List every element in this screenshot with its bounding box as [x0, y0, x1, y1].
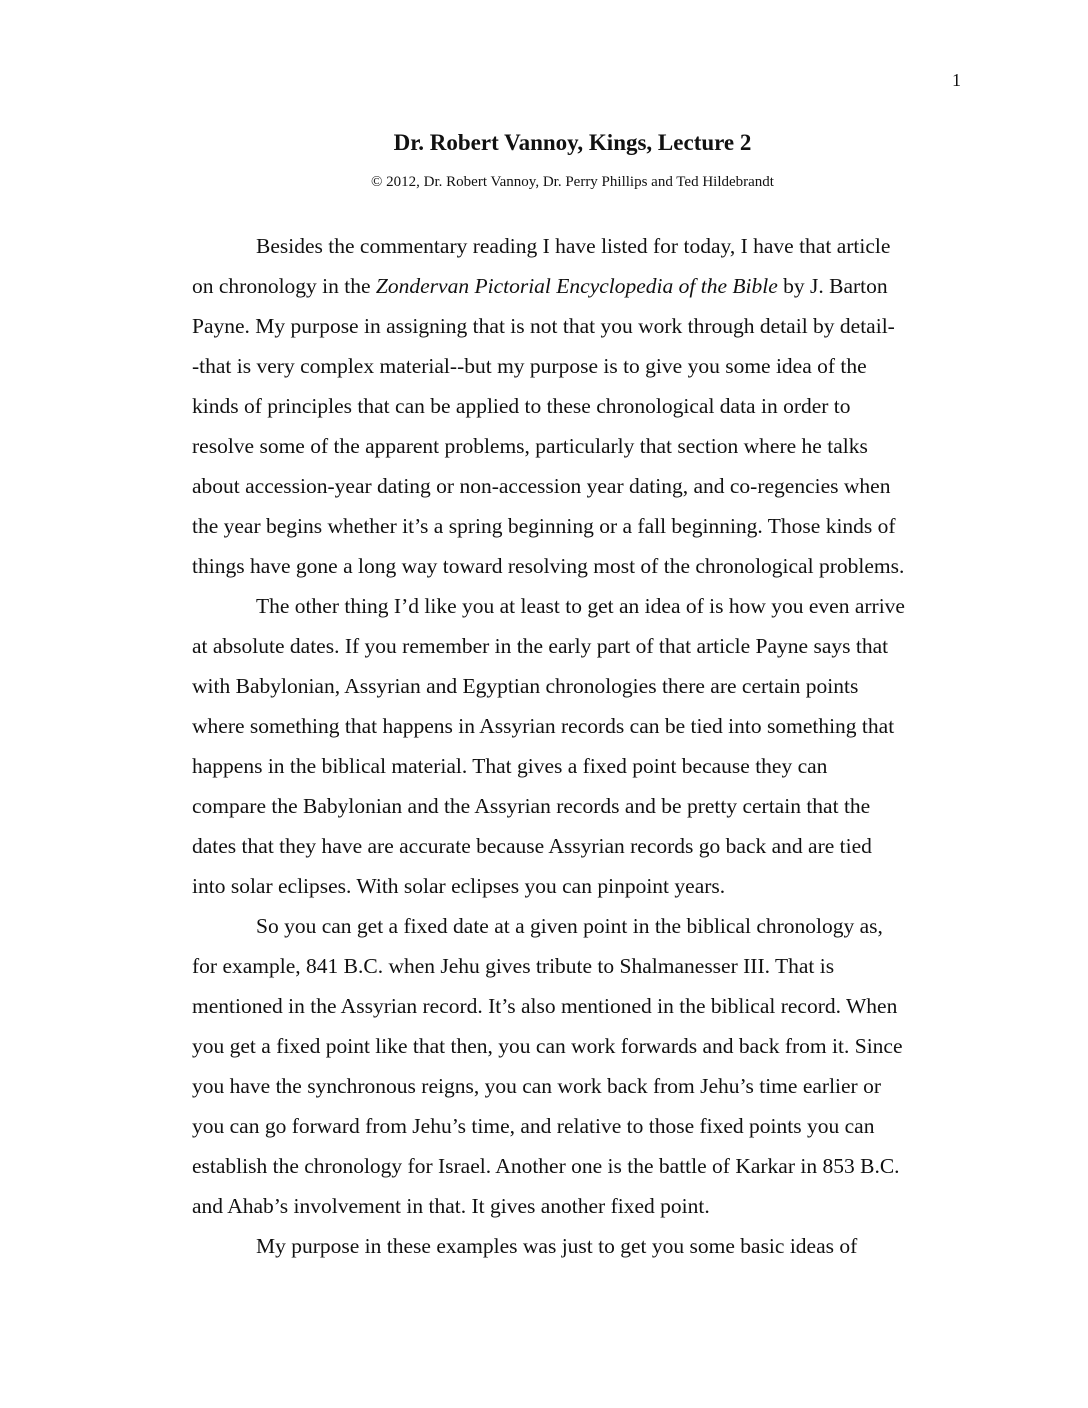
body-line: Besides the commentary reading I have listed for today, I have that article: [256, 234, 891, 258]
document-body: [192, 226, 962, 1266]
page-number: 1: [952, 70, 961, 90]
book-title-italic: Zondervan Pictorial Encyclopedia of the Bible: [375, 274, 778, 298]
copyright-line: © 2012, Dr. Robert Vannoy, Dr. Perry Phillips and Ted Hildebrandt: [371, 174, 774, 190]
body-line: with Babylonian, Assyrian and Egyptian chronologies there are certain points: [192, 674, 859, 698]
body-line: you can go forward from Jehu’s time, and relative to those fixed points you can: [192, 1114, 875, 1138]
body-line: -that is very complex material--but my purpose is to give you some idea of the: [192, 354, 867, 378]
body-line: Payne. My purpose in assigning that is not that you work through detail by detail-: [192, 314, 895, 338]
body-line: for example, 841 B.C. when Jehu gives tribute to Shalmanesser III. That is: [192, 954, 835, 978]
body-line: you get a fixed point like that then, you can work forwards and back from it. Since: [192, 1034, 903, 1058]
body-line-text: on chronology in the: [192, 274, 376, 298]
body-line: My purpose in these examples was just to get you some basic ideas of: [256, 1234, 858, 1258]
body-line: the year begins whether it’s a spring beginning or a fall beginning. Those kinds of: [192, 514, 896, 538]
document-title: Dr. Robert Vannoy, Kings, Lecture 2: [393, 130, 752, 155]
body-line: So you can get a fixed date at a given point in the biblical chronology as,: [256, 914, 883, 938]
body-line: mentioned in the Assyrian record. It’s also mentioned in the biblical record. When: [192, 994, 898, 1018]
body-line: you have the synchronous reigns, you can work back from Jehu’s time earlier or: [192, 1074, 881, 1098]
body-line: things have gone a long way toward resolving most of the chronological problems.: [192, 554, 905, 578]
body-line: resolve some of the apparent problems, particularly that section where he talks: [192, 434, 868, 458]
body-line: compare the Babylonian and the Assyrian records and be pretty certain that the: [192, 794, 871, 818]
body-line: about accession-year dating or non-accession year dating, and co-regencies when: [192, 474, 891, 498]
body-line: dates that they have are accurate because Assyrian records go back and are tied: [192, 834, 872, 858]
body-line: at absolute dates. If you remember in the early part of that article Payne says that: [192, 634, 889, 658]
body-line: [192, 266, 962, 306]
body-line-text: by J. Barton: [777, 274, 888, 298]
body-line: into solar eclipses. With solar eclipses you can pinpoint years.: [192, 874, 726, 898]
body-line: The other thing I’d like you at least to get an idea of is how you even arrive: [256, 594, 905, 618]
body-line: and Ahab’s involvement in that. It gives another fixed point.: [192, 1194, 710, 1218]
body-line: kinds of principles that can be applied to these chronological data in order to: [192, 394, 851, 418]
body-line: happens in the biblical material. That gives a fixed point because they can: [192, 754, 828, 778]
body-line: establish the chronology for Israel. Another one is the battle of Karkar in 853 B.C.: [192, 1154, 900, 1178]
body-line: where something that happens in Assyrian records can be tied into something that: [192, 714, 895, 738]
